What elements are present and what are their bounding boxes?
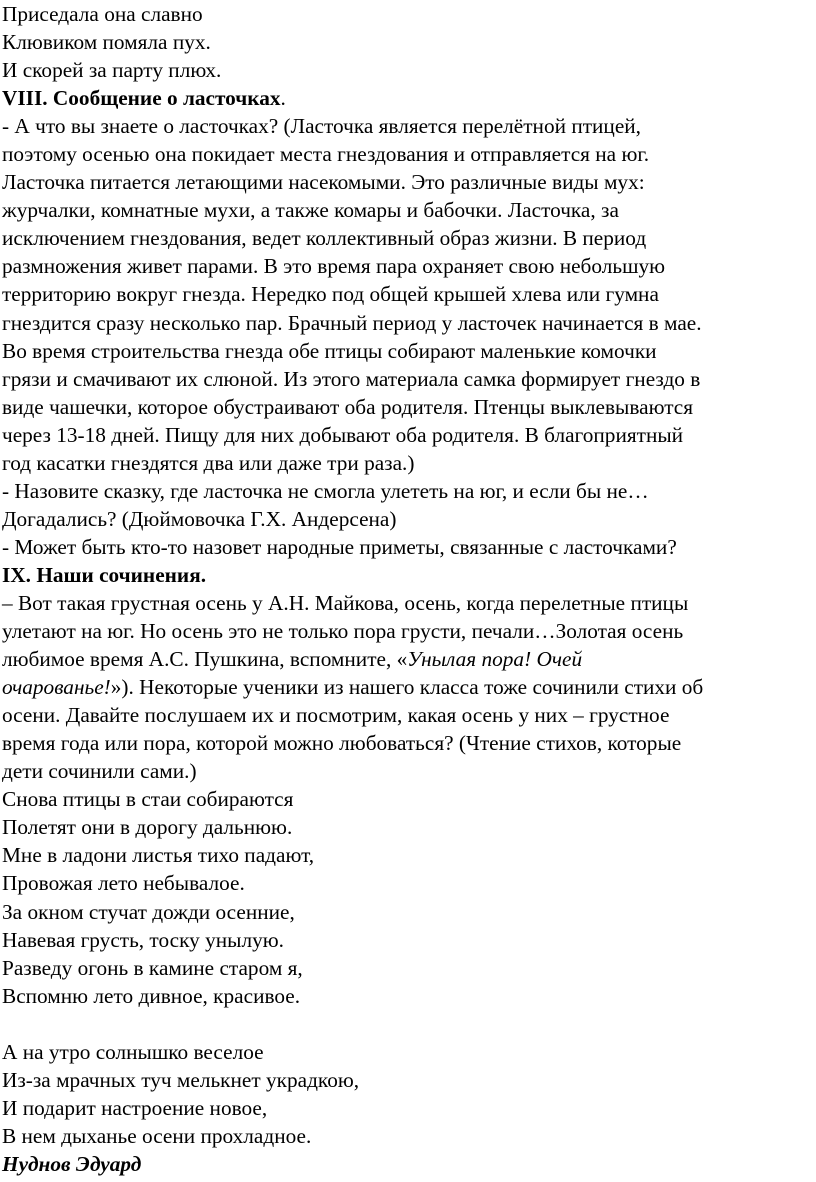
section-9-line: улетают на юг. Но осень это не только пора грусти, печали…Золотая осень (2, 619, 684, 644)
poem-intro-line: Приседала она славно (2, 2, 203, 26)
poem-line: Вспомню лето дивное, красивое. (2, 983, 301, 1008)
section-9-text: »). Некоторые ученики из нашего класса тоже сочинили стихи об (110, 675, 704, 700)
poem-line: Разведу огонь в камине старом я, (2, 955, 303, 980)
poem-line: А на утро солнышко веселое (2, 1039, 264, 1064)
section-9-line: осени. Давайте послушаем их и посмотрим, какая осень у них – грустное (2, 703, 670, 728)
section-9-text: любимое время А.С. Пушкина, вспомните, « (2, 647, 408, 672)
section-8-line: Ласточка питается летающими насекомыми. Это различные виды мух: (2, 170, 645, 195)
section-8-line: виде чашечки, которое обустраивают оба родителя. Птенцы выклевываются (2, 394, 694, 419)
section-9-title: IX. Наши сочинения. (2, 562, 207, 587)
poem-line: Полетят они в дорогу дальнюю. (2, 815, 293, 840)
section-8-title: VIII. Сообщение о ласточках (2, 86, 281, 111)
section-8-heading (2, 84, 816, 112)
section-8-line: Догадались? (Дюймовочка Г.Х. Андерсена) (2, 506, 397, 531)
poem-line: Навевая грусть, тоску унылую. (2, 927, 284, 952)
poem-line: За окном стучат дожди осенние, (2, 899, 295, 924)
section-8-title-tail: . (280, 86, 286, 111)
section-8-line: Во время строительства гнезда обе птицы собирают маленькие комочки (2, 338, 657, 363)
poem-intro-line: И скорей за парту плюх. (2, 58, 222, 83)
pushkin-quote: очарованье! (2, 675, 111, 700)
poem-line: Из-за мрачных туч мелькнет украдкою, (2, 1067, 360, 1092)
poem-intro-line: Клювиком помяла пух. (2, 30, 211, 55)
section-9-line: – Вот такая грустная осень у А.Н. Майкова, осень, когда перелетные птицы (2, 590, 689, 615)
section-9-line (2, 645, 816, 673)
section-8-line: - Может быть кто-то назовет народные приметы, связанные с ласточками? (2, 534, 677, 559)
section-8-line: территорию вокруг гнезда. Нередко под общей крышей хлева или гумна (2, 282, 659, 307)
section-8-line: поэтому осенью она покидает места гнездования и отправляется на юг. (2, 142, 650, 167)
section-9-line: время года или пора, которой можно любоваться? (Чтение стихов, которые (2, 731, 682, 756)
poem-line: Снова птицы в стаи собираются (2, 787, 294, 812)
section-8-line: - Назовите сказку, где ласточка не смогла улететь на юг, и если бы не… (2, 478, 649, 503)
poem-line: В нем дыханье осени прохладное. (2, 1123, 312, 1148)
pushkin-quote: Унылая пора! Очей (407, 647, 583, 672)
section-8-line: размножения живет парами. В это время пара охраняет свою небольшую (2, 254, 666, 279)
section-8-line: год касатки гнездятся два или даже три раза.) (2, 450, 415, 475)
section-8-line: - А что вы знаете о ласточках? (Ласточка является перелётной птицей, (2, 114, 641, 139)
section-8-line: журчалки, комнатные мухи, а также комары и бабочки. Ласточка, за (2, 198, 619, 223)
section-8-line: гнездится сразу несколько пар. Брачный период у ласточек начинается в мае. (2, 310, 702, 335)
stanza-break (2, 1010, 816, 1038)
poem-line: И подарит настроение новое, (2, 1095, 268, 1120)
section-9-line: дети сочинили сами.) (2, 759, 197, 784)
section-8-line: грязи и смачивают их слюной. Из этого материала самка формирует гнездо в (2, 366, 701, 391)
section-9-line (2, 673, 816, 701)
poem-line: Провожая лето небывалое. (2, 871, 245, 896)
section-8-line: через 13-18 дней. Пищу для них добывают оба родителя. В благоприятный (2, 422, 684, 447)
poem-author: Нуднов Эдуард (2, 1151, 142, 1176)
poem-line: Мне в ладони листья тихо падают, (2, 843, 315, 868)
section-8-line: исключением гнездования, ведет коллективный образ жизни. В период (2, 226, 647, 251)
